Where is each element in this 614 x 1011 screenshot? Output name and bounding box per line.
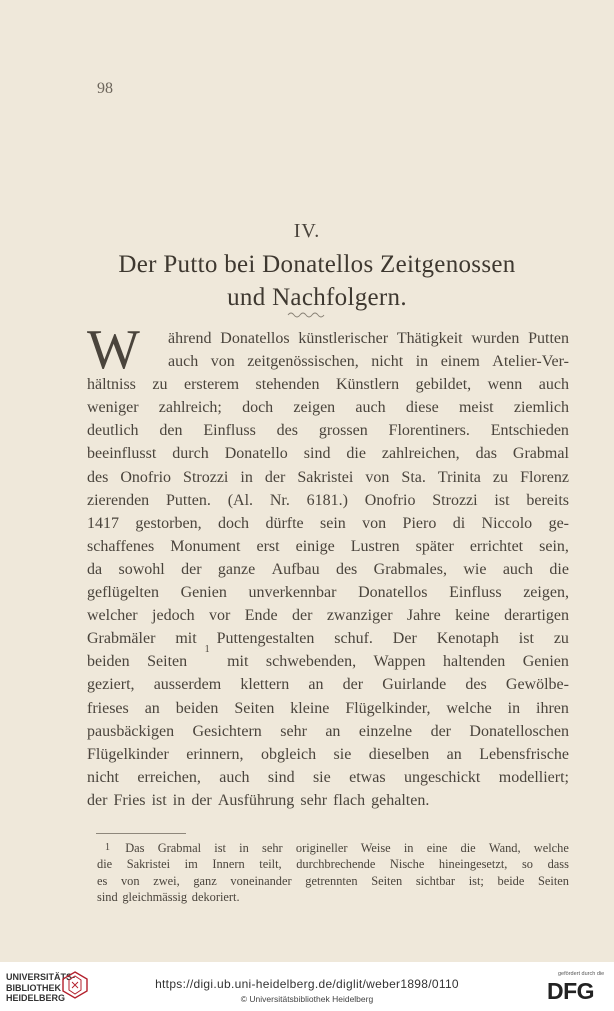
- word: auch: [168, 353, 199, 371]
- drop-cap: W: [87, 319, 140, 381]
- word: durchbrechende: [296, 857, 376, 872]
- word: durch: [172, 445, 209, 463]
- word: voneinander: [230, 873, 292, 888]
- text-line: [87, 627, 569, 650]
- word: ist: [518, 630, 534, 648]
- word: etwas: [349, 768, 386, 786]
- word: zeitgenössischen,: [247, 353, 359, 371]
- text-line: [87, 581, 569, 604]
- word: sowohl: [118, 560, 165, 578]
- permalink-url[interactable]: https://digi.ub.uni-heidelberg.de/diglit/weber1898/0110: [155, 977, 459, 991]
- word: auch: [538, 376, 569, 394]
- text-line: [87, 558, 569, 581]
- word: Grabmal: [512, 445, 569, 463]
- word: geziert,: [87, 676, 135, 694]
- word: der: [181, 560, 202, 578]
- word: zwanziger: [326, 607, 393, 625]
- word: deutlich: [87, 422, 139, 440]
- text-line: [87, 766, 569, 789]
- word: obgleich: [260, 745, 317, 763]
- word: einem: [440, 353, 480, 371]
- word: auch: [502, 560, 534, 578]
- word: ährend: [168, 330, 212, 347]
- word: Nische: [389, 857, 425, 872]
- word: Flügelkinder: [87, 745, 169, 763]
- word: ersterem: [183, 376, 240, 394]
- word: welche: [446, 699, 492, 717]
- library-logo-line: HEIDELBERG: [6, 993, 66, 1003]
- word: von: [365, 468, 390, 486]
- word: 1417: [87, 514, 119, 532]
- word: Sta.: [401, 468, 426, 486]
- word: die: [460, 841, 476, 855]
- word: ziemlich: [513, 399, 569, 417]
- word: zahlreichen,: [381, 445, 460, 463]
- word: einzelne: [358, 722, 413, 740]
- word: sein,: [539, 537, 569, 555]
- footnote-line: [97, 840, 569, 856]
- word: Strozzi: [432, 491, 478, 509]
- text-line: [87, 419, 569, 442]
- word: zahlreich;: [158, 399, 222, 417]
- word: hältniss: [87, 376, 136, 394]
- word: Donatellos: [220, 330, 290, 347]
- word: zeigen: [293, 399, 336, 417]
- word: die: [346, 445, 366, 463]
- word: teilt,: [259, 857, 282, 872]
- word: dürfte: [265, 514, 304, 532]
- word: an: [325, 722, 341, 740]
- text-line: [87, 466, 569, 489]
- word: ist: [151, 791, 167, 809]
- word: den: [159, 422, 183, 440]
- word: dieselben: [368, 745, 430, 763]
- word: Wappen: [373, 653, 426, 671]
- word: kleine: [290, 699, 330, 717]
- ornament-divider-icon: [287, 310, 327, 320]
- word: doch: [242, 399, 274, 417]
- text-line: [87, 644, 569, 673]
- word: an: [144, 699, 160, 717]
- word: dekoriert.: [191, 890, 240, 905]
- word: des: [335, 560, 358, 578]
- word: des: [465, 676, 487, 694]
- word: künstlerischer: [298, 330, 389, 347]
- word: Gewölbe-: [505, 676, 569, 694]
- word: getrennten: [305, 873, 358, 888]
- word: sie: [312, 768, 331, 786]
- word: von: [210, 353, 235, 371]
- word: Thätigkeit: [396, 330, 463, 347]
- word: sie: [333, 745, 352, 763]
- text-line: [87, 673, 569, 696]
- word: gebildet,: [415, 376, 472, 394]
- word: Künstlern: [336, 376, 400, 394]
- word: von: [120, 873, 140, 888]
- word: grossen: [318, 422, 368, 440]
- word: Jahre: [406, 607, 441, 625]
- word: Seiten: [371, 873, 403, 888]
- word: der: [430, 722, 451, 740]
- word: beide: [497, 873, 525, 888]
- word: der: [342, 676, 364, 694]
- footnote-line: [97, 856, 569, 872]
- word: Lebensfrische: [479, 745, 569, 763]
- word: ungeschickt: [403, 768, 481, 786]
- word: Trinita: [437, 468, 481, 486]
- word: an: [308, 676, 324, 694]
- word: ist: [214, 841, 226, 855]
- chapter-title-line: Der Putto bei Donatellos Zeitgenossen: [118, 251, 516, 278]
- word: mit: [175, 630, 197, 648]
- word: an: [446, 745, 462, 763]
- text-line: [87, 327, 569, 350]
- word: jedoch: [152, 607, 195, 625]
- word: der: [292, 607, 313, 625]
- word: in: [240, 468, 253, 486]
- word: Atelier-Ver-: [492, 353, 569, 371]
- word: haltenden: [443, 653, 506, 671]
- footer-bar: [0, 962, 614, 1011]
- word: frieses: [87, 699, 129, 717]
- text-line: [87, 720, 569, 743]
- word: ihren: [536, 699, 569, 717]
- word: die: [97, 857, 113, 872]
- text-line: [87, 373, 569, 396]
- footnote-reference[interactable]: 1: [204, 644, 210, 656]
- word: Donatellos: [358, 584, 428, 602]
- word: Seiten: [234, 699, 275, 717]
- word: geflügelten: [87, 584, 159, 602]
- word: beiden: [87, 653, 130, 671]
- word: doch: [217, 514, 250, 532]
- word: Gesichtern: [192, 722, 262, 740]
- word: wenn: [487, 376, 523, 394]
- word: modelliert;: [498, 768, 569, 786]
- word: Einfluss: [203, 422, 256, 440]
- word: sehr: [262, 841, 283, 855]
- word: gleichmässig: [122, 890, 188, 905]
- word: wie: [463, 560, 487, 578]
- dfg-logo[interactable]: DFG: [547, 978, 595, 1004]
- word: dass: [547, 857, 569, 872]
- word: sichtbar: [415, 873, 456, 888]
- word: des: [87, 468, 109, 486]
- word: der: [191, 791, 212, 809]
- word: der: [264, 468, 286, 486]
- word: vor: [209, 607, 231, 625]
- word: Grabmales,: [373, 560, 447, 578]
- word: des: [276, 422, 298, 440]
- word: sehr: [280, 722, 307, 740]
- word: ist: [494, 491, 510, 509]
- word: Puttengestalten: [216, 630, 315, 648]
- word: pausbäckigen: [87, 722, 175, 740]
- footnote-rule: [96, 833, 186, 834]
- word: meist: [458, 399, 494, 417]
- word: sind: [303, 445, 331, 463]
- word: Wand,: [488, 841, 521, 855]
- word: bereits: [526, 491, 569, 509]
- word: Sakristei: [297, 468, 354, 486]
- text-line: [87, 350, 569, 373]
- word: di: [452, 514, 466, 532]
- text-line: [87, 743, 569, 766]
- footnotes: [97, 840, 569, 906]
- word: sind: [97, 890, 118, 905]
- word: klettern: [240, 676, 290, 694]
- word: schuf.: [334, 630, 373, 648]
- word: Onofrio: [364, 491, 416, 509]
- word: Genien: [522, 653, 569, 671]
- word: sind: [267, 768, 295, 786]
- word: Fries: [113, 791, 146, 809]
- word: in: [239, 841, 249, 855]
- footnote-line: [97, 873, 569, 889]
- word: Ende: [244, 607, 278, 625]
- word: im: [184, 857, 198, 872]
- word: mit: [227, 653, 249, 671]
- word: ge-: [548, 514, 569, 532]
- word: sehr: [300, 791, 328, 809]
- word: errichtet: [469, 537, 524, 555]
- word: Entschieden: [490, 422, 569, 440]
- word: stehenden: [255, 376, 320, 394]
- word: derartigen: [504, 607, 569, 625]
- word: erreichen,: [137, 768, 201, 786]
- word: erinnern,: [186, 745, 244, 763]
- word: Kenotaph: [436, 630, 499, 648]
- word: ganz: [193, 873, 217, 888]
- word: zeigen,: [523, 584, 569, 602]
- library-logo-line: BIBLIOTHEK: [6, 982, 61, 993]
- text-line: [87, 396, 569, 419]
- word: es: [97, 873, 108, 888]
- text-line: [87, 789, 569, 812]
- chapter-numeral: IV.: [293, 220, 321, 242]
- word: keine: [455, 607, 490, 625]
- word: Putten: [528, 330, 569, 347]
- word: Monument: [170, 537, 241, 555]
- word: Florentiners.: [388, 422, 470, 440]
- word: Putten.: [166, 491, 211, 509]
- word: nicht: [371, 353, 404, 371]
- word: erst: [256, 537, 280, 555]
- library-logo-line: UNIVERSITÄTS-: [6, 972, 76, 982]
- word: ausserdem: [153, 676, 222, 694]
- word: Grabmal: [157, 841, 202, 855]
- word: hineingesetzt,: [438, 857, 508, 872]
- word: in: [415, 353, 429, 371]
- word: beeinflusst: [87, 445, 157, 463]
- word: Ausführung: [217, 791, 295, 809]
- word: Donatelloschen: [469, 722, 569, 740]
- page-number: 98: [97, 80, 113, 97]
- chapter-title-line: und Nachfolgern.: [227, 284, 407, 311]
- word: welcher: [87, 607, 138, 625]
- chapter-title: [60, 248, 574, 314]
- word: zu: [553, 630, 569, 648]
- main-paragraph: [87, 319, 569, 812]
- word: das: [475, 445, 497, 463]
- word: Seiten: [537, 873, 569, 888]
- word: einige: [295, 537, 335, 555]
- word: Niccolo: [481, 514, 533, 532]
- word: diese: [405, 399, 439, 417]
- dfg-caption: gefördert durch die: [558, 971, 605, 977]
- word: in: [403, 841, 414, 855]
- word: Grabmäler: [87, 630, 156, 648]
- word: Nr.: [269, 491, 290, 509]
- word: in: [507, 699, 521, 717]
- word: origineller: [295, 841, 348, 855]
- word: Donatello: [224, 445, 288, 463]
- word: Einfluss: [449, 584, 502, 602]
- text-line: [87, 604, 569, 627]
- word: auch: [219, 768, 250, 786]
- word: ist;: [468, 873, 484, 888]
- footnote-marker: 1: [105, 842, 110, 853]
- word: unverkennbar: [248, 584, 337, 602]
- word: (Al.: [227, 491, 254, 509]
- word: nicht: [87, 768, 119, 786]
- word: Guirlande: [382, 676, 447, 694]
- word: Der: [392, 630, 417, 648]
- word: zwei,: [153, 873, 180, 888]
- word: Innern: [212, 857, 245, 872]
- word: beiden: [175, 699, 219, 717]
- text-line: [87, 512, 569, 535]
- word: welche: [533, 841, 569, 855]
- word: von: [362, 514, 387, 532]
- word: später: [415, 537, 454, 555]
- text-line: [87, 489, 569, 512]
- word: gehalten.: [371, 791, 430, 809]
- text-line: [87, 535, 569, 558]
- word: 6181.): [306, 491, 348, 509]
- word: Genien: [180, 584, 227, 602]
- word: so: [521, 857, 534, 872]
- word: zu: [152, 376, 168, 394]
- copyright-notice: © Universitätsbibliothek Heidelberg: [240, 994, 374, 1004]
- word: wurden: [471, 330, 520, 347]
- word: da: [87, 560, 103, 578]
- text-line: [87, 442, 569, 465]
- word: eine: [426, 841, 448, 855]
- word: Sakristei: [126, 857, 171, 872]
- word: Florenz: [520, 468, 569, 486]
- word: gestorben,: [135, 514, 202, 532]
- word: Strozzi: [183, 468, 229, 486]
- word: Weise: [360, 841, 391, 855]
- word: zu: [492, 468, 509, 486]
- word: Flügelkinder,: [345, 699, 431, 717]
- word: Aufbau: [271, 560, 320, 578]
- word: schaffenes: [87, 537, 155, 555]
- word: Lustren: [350, 537, 400, 555]
- word: Onofrio: [120, 468, 172, 486]
- word: die: [549, 560, 569, 578]
- word: Seiten: [147, 653, 188, 671]
- word: Das: [125, 841, 145, 855]
- word: der: [87, 791, 108, 809]
- word: ganze: [217, 560, 256, 578]
- word: zierenden: [87, 491, 150, 509]
- word: in: [172, 791, 186, 809]
- word: sein: [320, 514, 346, 532]
- word: auch: [355, 399, 386, 417]
- word: flach: [333, 791, 366, 809]
- text-line: [87, 697, 569, 720]
- word: Piero: [402, 514, 437, 532]
- word: weniger: [87, 399, 139, 417]
- word: schwebenden,: [265, 653, 357, 671]
- footnote-line: [97, 889, 569, 905]
